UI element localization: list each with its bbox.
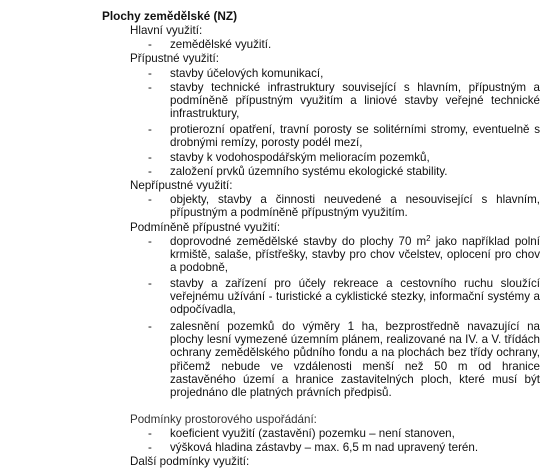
section-heading-main-use: Hlavní využití: bbox=[130, 24, 203, 37]
list-item: stavby k vodohospodářským melioracím pozemků, bbox=[170, 151, 430, 164]
bullet-dash: - bbox=[148, 441, 152, 454]
bullet-dash: - bbox=[148, 123, 152, 136]
list-item: založení prvků územního systému ekologické stability. bbox=[170, 165, 448, 178]
list-item: zalesnění pozemků do výměry 1 ha, bezprostředně navazující na plochy lesní vymezené územním plánem, realizované na IV. a V. třídách ochrany zemědělského půdního fondu a na plochách bez třídy ochrany, přičemž nebude ve vzdálenosti menší než 50 m od hranice zastavěného území a hranice zastavitelných ploch, které musí být projednáno dle platných právních předpisů. bbox=[170, 320, 540, 400]
bullet-dash: - bbox=[148, 38, 152, 51]
list-item: stavby technické infrastruktury související s hlavním, přípustným a podmíněně přípustným využitím a liniové stavby veřejné technické infrastruktury, bbox=[170, 81, 540, 121]
bullet-dash: - bbox=[148, 165, 152, 178]
bullet-dash: - bbox=[148, 81, 152, 94]
list-item: stavby a zařízení pro účely rekreace a cestovního ruchu sloužící veřejnému užívání - turistické a cyklistické stezky, informační systémy a odpočívadla, bbox=[170, 277, 540, 317]
list-item: zemědělské využití. bbox=[170, 38, 272, 51]
section-heading-conditional-use: Podmíněně přípustné využití: bbox=[130, 221, 281, 234]
item-text-part: doprovodné zemědělské stavby do plochy 70 m bbox=[170, 235, 427, 248]
document-title: Plochy zemědělské (NZ) bbox=[102, 9, 238, 23]
list-item: výšková hladina zástavby – max. 6,5 m nad upravený terén. bbox=[170, 441, 479, 454]
list-item: stavby účelových komunikací, bbox=[170, 67, 324, 80]
list-item: protierozní opatření, travní porosty se solitérními stromy, eventuelně s drobnými remízy, porosty podél mezí, bbox=[170, 123, 540, 150]
bullet-dash: - bbox=[148, 277, 152, 290]
list-item: koeficient využití (zastavění) pozemku – není stanoven, bbox=[170, 427, 455, 440]
section-heading-other-conditions: Další podmínky využití: bbox=[130, 455, 250, 468]
list-item: objekty, stavby a činnosti neuvedené a nesouvisející s hlavním, přípustným a podmíněně přípustným využitím. bbox=[170, 193, 540, 220]
bullet-dash: - bbox=[148, 235, 152, 248]
bullet-dash: - bbox=[148, 320, 152, 333]
bullet-dash: - bbox=[148, 427, 152, 440]
bullet-dash: - bbox=[148, 193, 152, 206]
item-text-part: jako například polní krmiště, salaše, přístřešky, stavby pro chov včelstev, oplocení pro chov a podobně, bbox=[170, 235, 540, 275]
section-heading-permitted-use: Přípustné využití: bbox=[130, 52, 219, 65]
bullet-dash: - bbox=[148, 151, 152, 164]
superscript: 2 bbox=[426, 234, 431, 243]
list-item-with-superscript bbox=[170, 235, 540, 275]
section-heading-prohibited-use: Nepřípustné využití: bbox=[130, 179, 233, 192]
section-heading-spatial-conditions: Podmínky prostorového uspořádání: bbox=[130, 413, 317, 426]
bullet-dash: - bbox=[148, 67, 152, 80]
